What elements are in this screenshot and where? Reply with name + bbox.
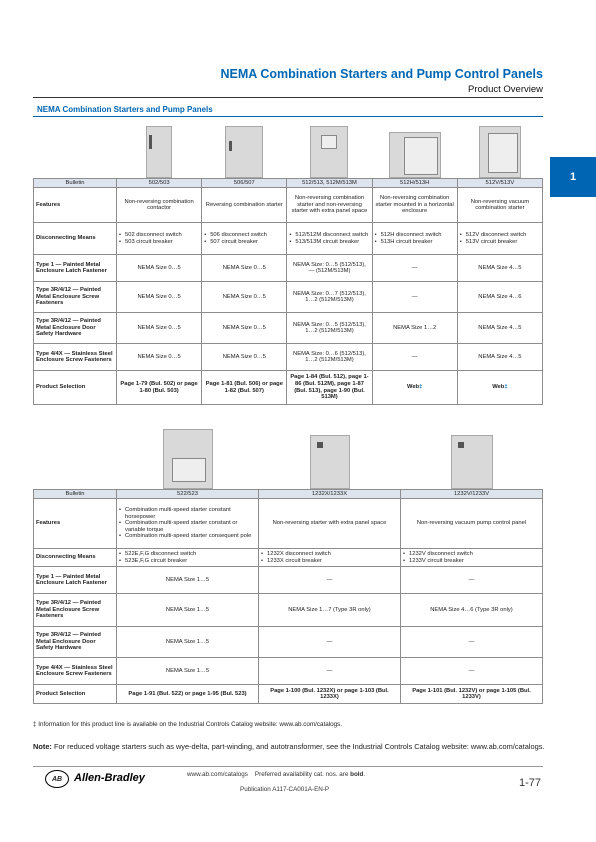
table-cell: — (259, 627, 401, 658)
list-item: • 507 circuit breaker (204, 239, 284, 246)
web-link[interactable] (372, 371, 457, 405)
list-item: • 503 circuit breaker (119, 239, 199, 246)
note (33, 742, 553, 752)
list-item: • 513V circuit breaker (460, 239, 540, 246)
type4x-row (34, 658, 543, 685)
table-cell: — (372, 255, 457, 282)
list-item: • 1232V disconnect switch (403, 551, 540, 558)
website-link[interactable]: www.ab.com/catalogs (187, 771, 248, 778)
preferred-text: Preferred availability cat. nos. are (254, 771, 349, 778)
column-header: 512H/513H (372, 178, 457, 188)
list-item: • 523E,F,G circuit breaker (119, 558, 256, 565)
publication-number: Publication A117-CA001A-EN-P (240, 786, 330, 793)
selection-link[interactable]: Page 1-81 (Bul. 506) or page 1-82 (Bul. 507) (202, 371, 287, 405)
row-label: Type 4/4X — Stainless Steel Enclosure Screw Fasteners (34, 344, 117, 371)
row-label: Disconnecting Means (34, 549, 117, 567)
table-cell: NEMA Size 1…7 (Type 3R only) (259, 594, 401, 627)
note-text: For reduced voltage starters such as wye-delta, part-winding, and autotransformer, see the Industrial Controls Catalog website: www.ab.com/catalogs. (53, 742, 545, 751)
footnote: ‡ Information for this product line is available on the Industrial Controls Catalog website: www.ab.com/catalogs. (33, 721, 343, 728)
table-cell: NEMA Size: 0…5 (512/513), 1…2 (512M/513M) (287, 313, 372, 344)
type1-row (34, 255, 543, 282)
table-cell: NEMA Size 1…2 (372, 313, 457, 344)
table-cell: NEMA Size 0…5 (117, 255, 202, 282)
bulletin-label: Bulletin (34, 489, 117, 499)
table-cell: NEMA Size 0…5 (117, 344, 202, 371)
disconnecting-row (34, 223, 543, 255)
table-cell: Non-reversing starter with extra panel space (259, 499, 401, 549)
product-selection-row (34, 371, 543, 405)
product-image-512 (310, 126, 348, 178)
list-item: • 506 disconnect switch (204, 232, 284, 239)
type3r-door-row (34, 627, 543, 658)
table-cell: NEMA Size 0…5 (117, 313, 202, 344)
product-image-506 (225, 126, 263, 178)
product-selection-row (34, 685, 543, 704)
chapter-tab[interactable]: 1 (550, 157, 596, 197)
features-row (34, 499, 543, 549)
table-cell: NEMA Size 0…5 (202, 255, 287, 282)
row-label: Product Selection (34, 685, 117, 704)
type4x-row (34, 344, 543, 371)
table-cell: NEMA Size 4…6 (457, 282, 542, 313)
product-image-1232v (451, 435, 493, 489)
header-rule (33, 97, 543, 98)
table-cell: Non-reversing vacuum pump control panel (401, 499, 543, 549)
column-header: 506/507 (202, 178, 287, 188)
table-cell: — (401, 567, 543, 594)
table-cell: NEMA Size 0…5 (202, 282, 287, 313)
list-item: • 522E,F,G disconnect switch (119, 551, 256, 558)
selection-link[interactable]: Page 1-101 (Bul. 1232V) or page 1-105 (Bul. 1233V) (401, 685, 543, 704)
table-cell: Non-reversing combination starter and non-reversing starter with extra panel space (287, 188, 372, 223)
bulletin-label: Bulletin (34, 178, 117, 188)
web-label: Web (406, 384, 420, 391)
list-item: • 513/513M circuit breaker (289, 239, 369, 246)
table-cell: — (372, 282, 457, 313)
table-cell: NEMA Size 0…5 (117, 282, 202, 313)
row-label: Product Selection (34, 371, 117, 405)
type3r-row (34, 594, 543, 627)
type3r-door-row (34, 313, 543, 344)
list-item: • 1233X circuit breaker (261, 558, 398, 565)
row-label: Type 4/4X — Stainless Steel Enclosure Screw Fasteners (34, 658, 117, 685)
footnote-symbol: ‡ (504, 384, 508, 391)
row-label: Type 1 — Painted Metal Enclosure Latch Fastener (34, 567, 117, 594)
row-label: Type 3R/4/12 — Painted Metal Enclosure Screw Fasteners (34, 282, 117, 313)
table-cell: — (401, 658, 543, 685)
product-images-row-2 (34, 425, 543, 489)
section-rule (33, 116, 543, 117)
type3r-row (34, 282, 543, 313)
list-item: • 513H circuit breaker (375, 239, 455, 246)
features-row (34, 188, 543, 223)
table-cell: — (372, 344, 457, 371)
list-item: • 512H disconnect switch (375, 232, 455, 239)
footnote-symbol: ‡ (419, 384, 423, 391)
footer-rule (33, 766, 543, 767)
selection-link[interactable]: Page 1-100 (Bul. 1232X) or page 1-103 (Bul. 1233X) (259, 685, 401, 704)
row-label: Disconnecting Means (34, 223, 117, 255)
table-cell: NEMA Size: 0…5 (512/513), — (512M/513M) (287, 255, 372, 282)
row-label: Type 3R/4/12 — Painted Metal Enclosure Screw Fasteners (34, 594, 117, 627)
list-item: • Combination multi-speed starter consequent pole (119, 533, 256, 540)
column-header: 1232X/1233X (259, 489, 401, 499)
table-cell: — (259, 658, 401, 685)
product-image-1232x (310, 435, 350, 489)
bulletin-header-row (34, 178, 543, 188)
page-subtitle: Product Overview (468, 84, 543, 95)
table-cell: NEMA Size 0…5 (202, 313, 287, 344)
table-cell: NEMA Size 4…6 (Type 3R only) (401, 594, 543, 627)
disconnecting-row (34, 549, 543, 567)
row-label: Type 3R/4/12 — Painted Metal Enclosure Door Safety Hardware (34, 627, 117, 658)
list-item: • 1233V circuit breaker (403, 558, 540, 565)
footer-web: www.ab.com/catalogs Preferred availability cat. nos. are bold. (187, 771, 366, 778)
column-header: 512/513, 512M/513M (287, 178, 372, 188)
page-number: 1-77 (519, 777, 542, 789)
table-cell: NEMA Size 4…5 (457, 255, 542, 282)
table-cell: — (259, 567, 401, 594)
table-cell: NEMA Size 0…5 (202, 344, 287, 371)
list-item: • 512/512M disconnect switch (289, 232, 369, 239)
product-image-512h (389, 132, 441, 178)
selection-link[interactable]: Page 1-91 (Bul. 522) or page 1-95 (Bul. 523) (117, 685, 259, 704)
table-cell: Non-reversing vacuum combination starter (457, 188, 542, 223)
page-title: NEMA Combination Starters and Pump Control Panels (220, 67, 543, 81)
pump-panels-table (33, 425, 543, 704)
list-item: • 502 disconnect switch (119, 232, 199, 239)
selection-link[interactable]: Page 1-79 (Bul. 502) or page 1-80 (Bul. 503) (117, 371, 202, 405)
brand-name: Allen-Bradley (74, 772, 145, 784)
column-header: 1232V/1233V (401, 489, 543, 499)
product-images-row (34, 118, 543, 178)
column-header: 512V/513V (457, 178, 542, 188)
row-label: Features (34, 188, 117, 223)
list-item: • Combination multi-speed starter constant horsepower (119, 507, 256, 520)
note-label: Note: (33, 742, 52, 751)
table-cell: NEMA Size 1…5 (117, 627, 259, 658)
table-cell: NEMA Size 4…5 (457, 313, 542, 344)
row-label: Features (34, 499, 117, 549)
table-cell: Non-reversing combination starter mounted in a horizontal enclosure (372, 188, 457, 223)
table-cell: NEMA Size: 0…6 (512/513), 1…2 (512M/513M) (287, 344, 372, 371)
row-label: Type 1 — Painted Metal Enclosure Latch Fastener (34, 255, 117, 282)
starters-table (33, 118, 543, 405)
list-item: • 512V disconnect switch (460, 232, 540, 239)
type1-row (34, 567, 543, 594)
list-item: • 1232X disconnect switch (261, 551, 398, 558)
ab-logo: AB (45, 770, 69, 788)
row-label: Type 3R/4/12 — Painted Metal Enclosure Door Safety Hardware (34, 313, 117, 344)
list-item: • Combination multi-speed starter constant or variable torque (119, 520, 256, 533)
web-link[interactable] (457, 371, 542, 405)
table-cell: — (401, 627, 543, 658)
section-title: NEMA Combination Starters and Pump Panels (37, 105, 213, 114)
web-label: Web (492, 384, 505, 391)
table-cell: NEMA Size: 0…7 (512/513), 1…2 (512M/513M) (287, 282, 372, 313)
product-image-502 (146, 126, 172, 178)
table-cell: NEMA Size 1…5 (117, 594, 259, 627)
table-cell: Reversing combination starter (202, 188, 287, 223)
table-cell: NEMA Size 1…5 (117, 567, 259, 594)
product-image-522 (163, 429, 213, 489)
bulletin-header-row (34, 489, 543, 499)
column-header: 502/503 (117, 178, 202, 188)
column-header: 522/523 (117, 489, 259, 499)
preferred-bold: bold (350, 771, 364, 778)
product-image-512v (479, 126, 521, 178)
selection-link[interactable]: Page 1-84 (Bul. 512), page 1-86 (Bul. 512M), page 1-87 (Bul. 513), page 1-90 (Bul. 513M) (287, 371, 372, 405)
table-cell: Non-reversing combination contactor (117, 188, 202, 223)
table-cell: NEMA Size 1…5 (117, 658, 259, 685)
table-cell: NEMA Size 4…5 (457, 344, 542, 371)
